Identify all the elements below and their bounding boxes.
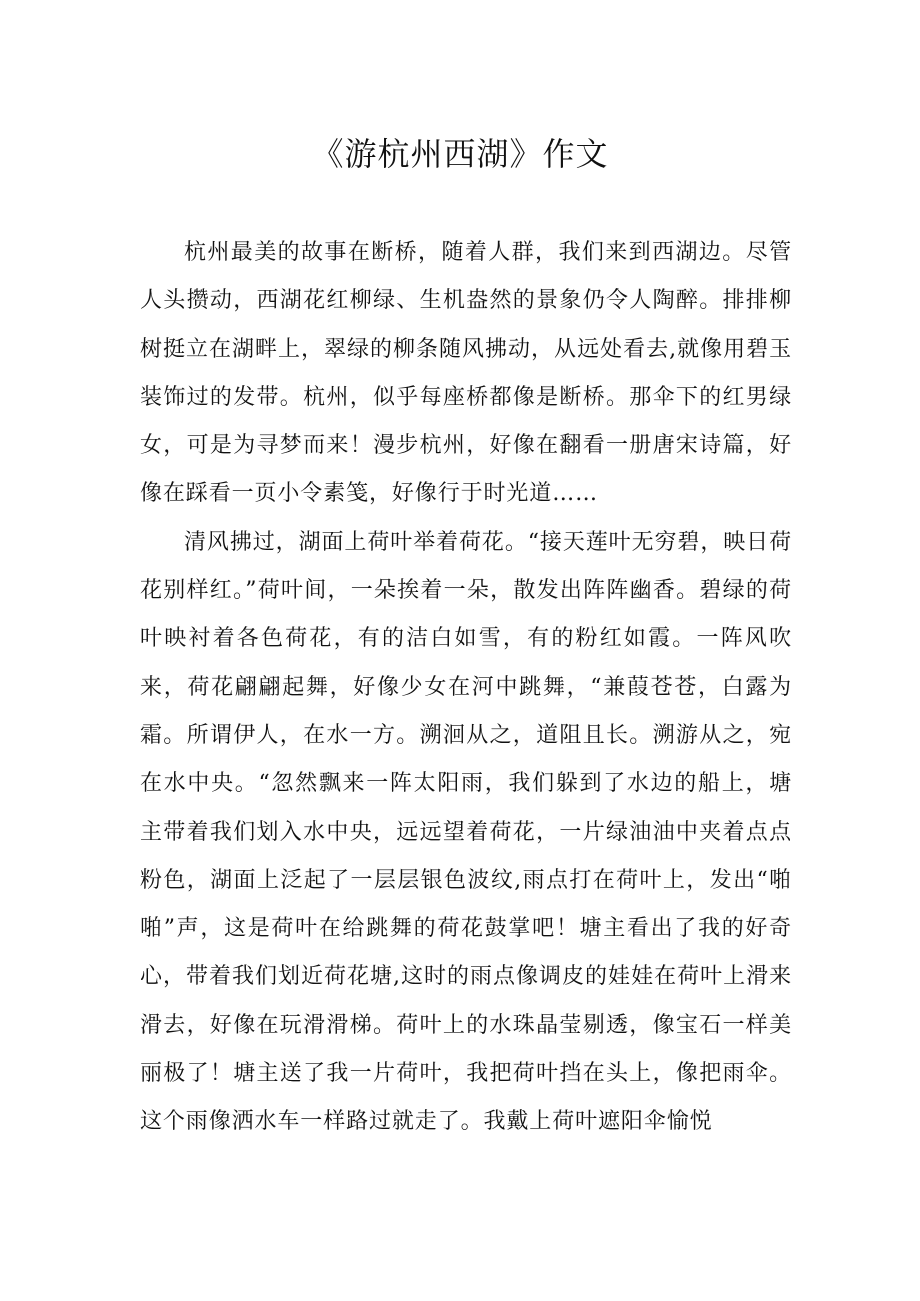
paragraph-2: 清风拂过，湖面上荷叶举着荷花。“接天莲叶无穷碧，映日荷花别样红。”荷叶间，一朵挨着一朵，散发出阵阵幽香。碧绿的荷叶映衬着各色荷花，有的洁白如雪，有的粉红如霞。一阵风吹来，荷花翩翩起舞，好像少女在河中跳舞，“兼葭苍苍，白露为霜。所谓伊人，在水一方。溯洄从之，道阻且长。溯游从之，宛在水中央。“忽然飘来一阵太阳雨，我们躲到了水边的船上，塘主带着我们划入水中央，远远望着荷花，一片绿油油中夹着点点粉色，湖面上泛起了一层层银色波纹,雨点打在荷叶上，发出“啪啪”声，这是荷叶在给跳舞的荷花鼓掌吧！塘主看出了我的好奇心，带着我们划近荷花塘,这时的雨点像调皮的娃娃在荷叶上滑来滑去，好像在玩滑滑梯。荷叶上的水珠晶莹剔透，像宝石一样美丽极了！塘主送了我一片荷叶，我把荷叶挡在头上，像把雨伞。这个雨像洒水车一样路过就走了。我戴上荷叶遮阳伞愉悦 xyxy=(140,529,792,1135)
document-title: 《游杭州西湖》作文 xyxy=(311,135,609,173)
paragraph-1: 杭州最美的故事在断桥，随着人群，我们来到西湖边。尽管人头攒动，西湖花红柳绿、生机盎然的景象仍令人陶醉。排排柳树挺立在湖畔上，翠绿的柳条随风拂动，从远处看去,就像用碧玉装饰过的发带。杭州，似乎每座桥都像是断桥。那伞下的红男绿女，可是为寻梦而来！漫步杭州，好像在翻看一册唐宋诗篇，好像在踩看一页小令素笺，好像行于时光道…… xyxy=(140,240,792,507)
document-body xyxy=(140,229,792,1147)
